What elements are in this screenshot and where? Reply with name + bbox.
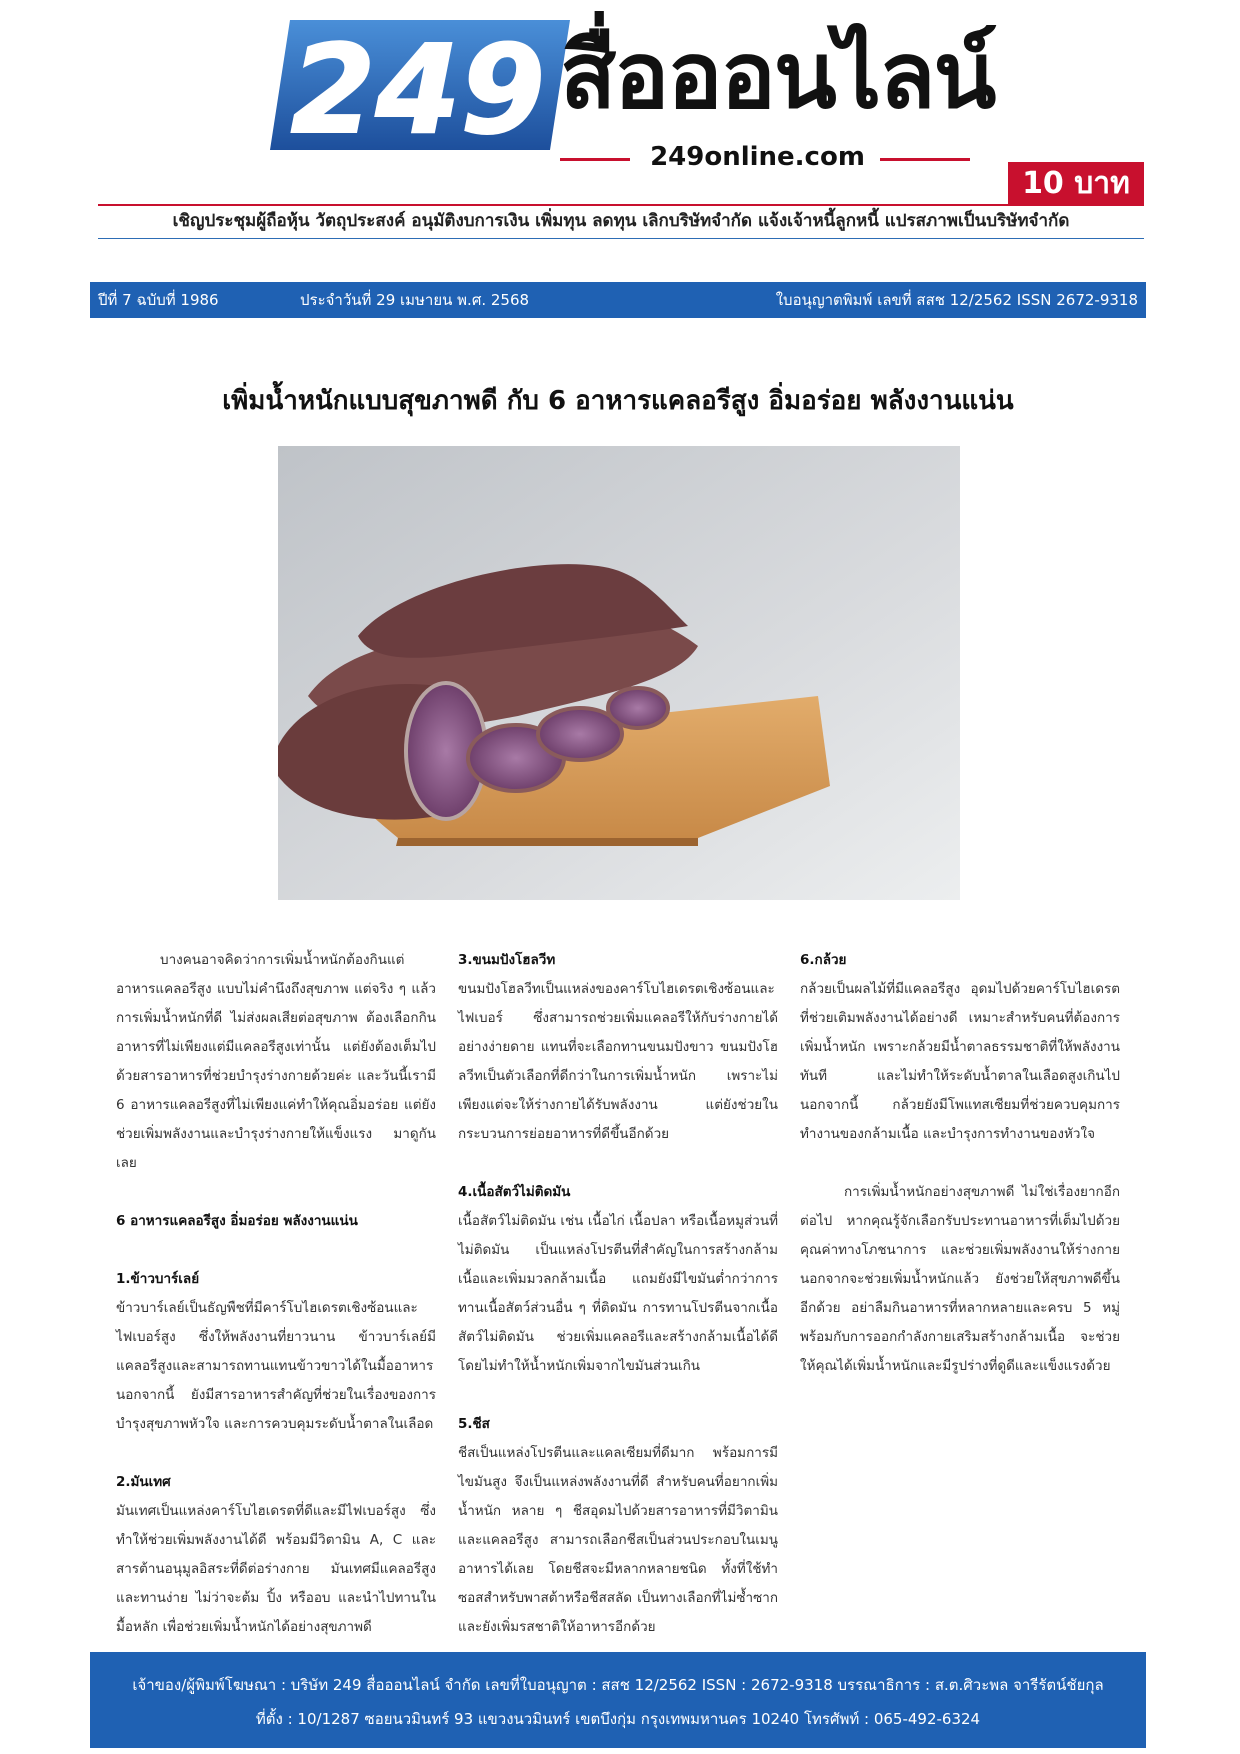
item-1-title: 1.ข้าวบาร์เลย์ [116, 1271, 200, 1287]
item-6-body: กล้วยเป็นผลไม้ที่มีแคลอรีสูง อุดมไปด้วยคาร์โบไฮเดรตที่ช่วยเติมพลังงานได้อย่างดี เหมาะสำหรับคนที่ต้องการเพิ่มน้ำหนัก เพราะกล้วยมีน้ำตาลธรรมชาติที่ให้พลังงานทันที และไม่ทำให้ระดับน้ำตาลในเลือดสูงเกินไป นอกจากนี้ กล้วยยังมีโพแทสเซียมที่ช่วยควบคุมการทำงานของกล้ามเนื้อ และบำรุงการทำงานของหัวใจ [800, 981, 1120, 1142]
item-5-title: 5.ชีส [458, 1416, 490, 1432]
item-2-title: 2.มันเทศ [116, 1474, 171, 1490]
article-conclusion: การเพิ่มน้ำหนักอย่างสุขภาพดี ไม่ใช่เรื่องยากอีกต่อไป หากคุณรู้จักเลือกรับประทานอาหารที่เต็มไปด้วยคุณค่าทางโภชนาการ และช่วยเพิ่มพลังงานให้ร่างกาย นอกจากจะช่วยเพิ่มน้ำหนักแล้ว ยังช่วยให้สุขภาพดีขึ้นอีกด้วย อย่าลืมกินอาหารที่หลากหลายและครบ 5 หมู่ พร้อมกับการออกกำลังกายเสริมสร้างกล้ามเนื้อ จะช่วยให้คุณได้เพิ่มน้ำหนักและมีรูปร่างที่ดูดีและแข็งแรงด้วย [800, 1184, 1120, 1374]
footer-publisher: เจ้าของ/ผู้พิมพ์โฆษณา : บริษัท 249 สื่อออนไลน์ จำกัด เลขที่ใบอนุญาต : สสช 12/2562 ISSN : 2672-9318 บรรณาธิการ : ส.ต.ศิวะพล จารีรัตน์ชัยกุล [132, 1676, 1104, 1694]
masthead-rule-blue [98, 238, 1144, 239]
item-3-body: ขนมปังโฮลวีทเป็นแหล่งของคาร์โบไฮเดรตเชิงซ้อนและไฟเบอร์ ซึ่งสามารถช่วยเพิ่มแคลอรีให้กับร่างกายได้อย่างง่ายดาย แทนที่จะเลือกทานขนมปังขาว ขนมปังโฮลวีทเป็นตัวเลือกที่ดีกว่าในการเพิ่มน้ำหนัก เพราะไม่เพียงแต่จะให้ร่างกายได้รับพลังงาน แต่ยังช่วยในกระบวนการย่อยอาหารที่ดีขึ้นอีกด้วย [458, 981, 778, 1142]
item-6-title: 6.กล้วย [800, 952, 847, 968]
issue-date: ประจำวันที่ 29 เมษายน พ.ศ. 2568 [300, 291, 530, 309]
item-2-body: มันเทศเป็นแหล่งคาร์โบไฮเดรตที่ดีและมีไฟเบอร์สูง ซึ่งทำให้ช่วยเพิ่มพลังงานได้ดี พร้อมมีวิตามิน A, C และสารต้านอนุมูลอิสระที่ดีต่อร่างกาย มันเทศมีแคลอรีสูงและทานง่าย ไม่ว่าจะต้ม ปิ้ง หรืออบ และนำไปทานในมื้อหลัก เพื่อช่วยเพิ่มน้ำหนักได้อย่างสุขภาพดี [116, 1503, 436, 1635]
article-subheading: 6 อาหารแคลอรีสูง อิ่มอร่อย พลังงานแน่น [116, 1213, 358, 1229]
masthead-rule-red [98, 204, 1144, 206]
item-4-body: เนื้อสัตว์ไม่ติดมัน เช่น เนื้อไก่ เนื้อปลา หรือเนื้อหมูส่วนที่ไม่ติดมัน เป็นแหล่งโปรตีนที่สำคัญในการสร้างกล้ามเนื้อและเพิ่มมวลกล้ามเนื้อ แถมยังมีไขมันต่ำกว่าการทานเนื้อสัตว์ส่วนอื่น ๆ ที่ติดมัน การทานโปรตีนจากเนื้อสัตว์ไม่ติดมัน ช่วยเพิ่มแคลอรีและสร้างกล้ามเนื้อได้ดี โดยไม่ทำให้น้ำหนักเพิ่มจากไขมันส่วนเกิน [458, 1213, 778, 1374]
article-column-3 [800, 946, 1120, 1410]
price-badge: 10 บาท [1008, 162, 1144, 206]
article-headline: เพิ่มน้ำหนักแบบสุขภาพดี กับ 6 อาหารแคลอรีสูง อิ่มอร่อย พลังงานแน่น [222, 386, 1014, 416]
footer-address: ที่ตั้ง : 10/1287 ซอยนวมินทร์ 93 แขวงนวมินทร์ เขตบึงกุ่ม กรุงเทพมหานคร 10240 โทรศัพท์ : 065-492-6324 [255, 1710, 981, 1728]
issue-number: ปีที่ 7 ฉบับที่ 1986 [98, 291, 219, 309]
logo-number: 249 [290, 20, 546, 150]
logo-website[interactable]: 249online.com [650, 142, 865, 172]
logo-text: สื่อออนไลน์ [560, 22, 995, 129]
article-photo [278, 446, 960, 900]
article-column-1 [116, 946, 436, 1671]
article-column-2 [458, 946, 778, 1671]
article-intro: บางคนอาจคิดว่าการเพิ่มน้ำหนักต้องกินแต่อาหารแคลอรีสูง แบบไม่คำนึงถึงสุขภาพ แต่จริง ๆ แล้วการเพิ่มน้ำหนักที่ดี ไม่ส่งผลเสียต่อสุขภาพ ต้องเลือกกินอาหารที่ไม่เพียงแต่มีแคลอรีสูงเท่านั้น แต่ยังต้องเต็มไปด้วยสารอาหารที่ช่วยบำรุงร่างกายด้วยค่ะ และวันนี้เรามี 6 อาหารแคลอรีสูงที่ไม่เพียงแค่ทำให้คุณอิ่มอร่อย แต่ยังช่วยเพิ่มพลังงานและบำรุงร่างกายให้แข็งแรง มาดูกันเลย [116, 952, 436, 1171]
item-5-body: ชีสเป็นแหล่งโปรตีนและแคลเซียมที่ดีมาก พร้อมการมีไขมันสูง จึงเป็นแหล่งพลังงานที่ดี สำหรับคนที่อยากเพิ่มน้ำหนัก หลาย ๆ ชีสอุดมไปด้วยสารอาหารที่มีวิตามินและแคลอรีสูง สามารถเลือกชีสเป็นส่วนประกอบในเมนูอาหารได้เลย โดยชีสจะมีหลากหลายชนิด ทั้งที่ใช้ทำซอสสำหรับพาสต้าหรือชีสสลัด เป็นทางเลือกที่ไม่ซ้ำซากและยังเพิ่มรสชาติให้อาหารอีกด้วย [458, 1445, 778, 1635]
item-1-body: ข้าวบาร์เลย์เป็นธัญพืชที่มีคาร์โบไฮเดรตเชิงซ้อนและไฟเบอร์สูง ซึ่งให้พลังงานที่ยาวนาน ข้าวบาร์เลย์มีแคลอรีสูงและสามารถทานแทนข้าวขาวได้ในมื้ออาหาร นอกจากนี้ ยังมีสารอาหารสำคัญที่ช่วยในเรื่องของการบำรุงสุขภาพหัวใจ และการควบคุมระดับน้ำตาลในเลือด [116, 1300, 436, 1432]
masthead-tagline: เชิญประชุมผู้ถือหุ้น วัตถุประสงค์ อนุมัติงบการเงิน เพิ่มทุน ลดทุน เลิกบริษัทจำกัด แจ้งเจ้าหนี้ลูกหนี้ แปรสภาพเป็นบริษัทจำกัด [172, 211, 1070, 231]
logo-249 [270, 20, 570, 150]
issue-license: ใบอนุญาตพิมพ์ เลขที่ สสช 12/2562 ISSN 2672-9318 [775, 291, 1138, 309]
logo-url-rule-left [560, 158, 630, 161]
item-4-title: 4.เนื้อสัตว์ไม่ติดมัน [458, 1184, 571, 1200]
logo-url-rule-right [880, 158, 970, 161]
footer [90, 1652, 1146, 1748]
item-3-title: 3.ขนมปังโฮลวีท [458, 952, 556, 968]
issue-bar [90, 282, 1146, 318]
